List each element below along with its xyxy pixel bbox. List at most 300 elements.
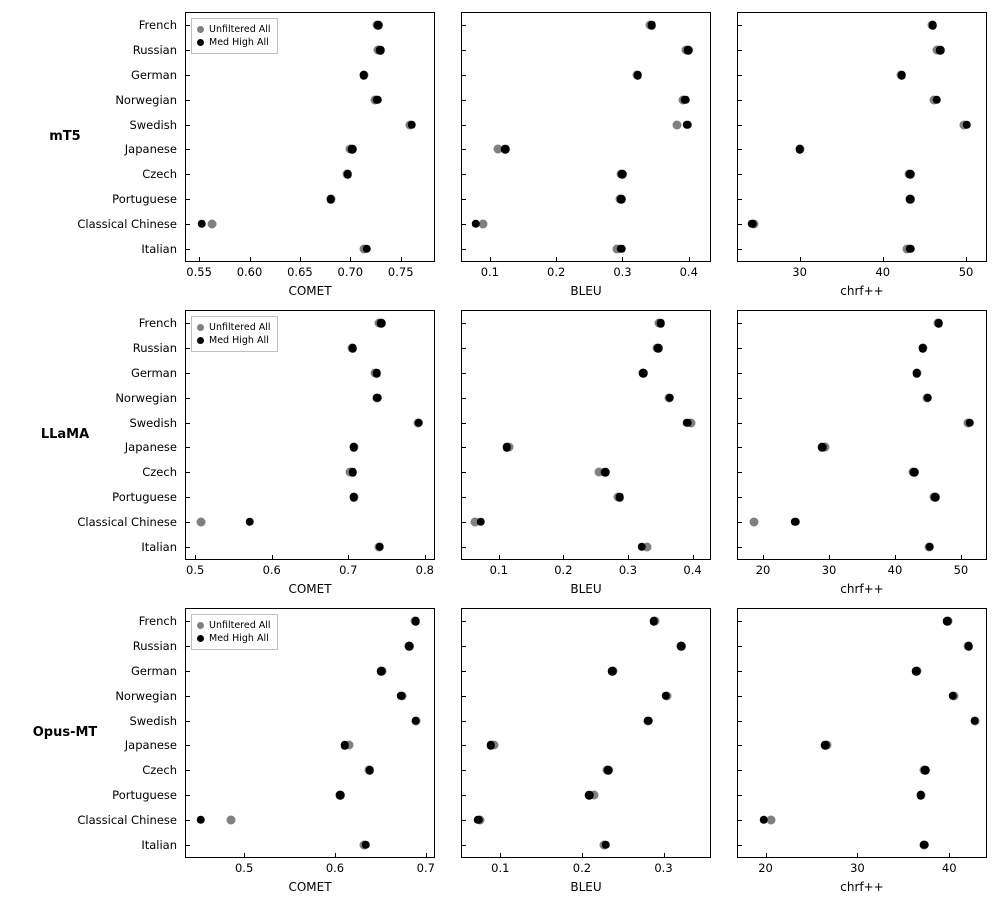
data-point-medhigh — [377, 667, 386, 676]
scatter-panel-llama-chrf- — [737, 310, 987, 560]
data-point-medhigh — [683, 120, 692, 129]
x-axis-tick-label: 50 — [958, 265, 974, 279]
x-tick-mark — [348, 555, 349, 559]
data-point-medhigh — [245, 518, 254, 527]
legend-swatch-medhigh-icon — [197, 337, 204, 344]
y-tick-mark — [738, 125, 742, 126]
y-tick-mark — [738, 50, 742, 51]
x-axis-title: chrf++ — [840, 582, 884, 596]
data-point-medhigh — [639, 369, 648, 378]
data-point-medhigh — [374, 21, 383, 30]
y-tick-mark — [738, 447, 742, 448]
data-point-medhigh — [502, 443, 511, 452]
y-tick-mark — [738, 373, 742, 374]
data-point-medhigh — [963, 120, 972, 129]
y-tick-mark — [462, 646, 466, 647]
y-axis-tick-label: Norwegian — [115, 390, 177, 405]
data-point-medhigh — [373, 96, 382, 105]
x-axis-tick-label: 30 — [850, 861, 865, 875]
y-tick-mark — [738, 845, 742, 846]
data-point-medhigh — [818, 443, 827, 452]
x-tick-mark — [664, 853, 665, 857]
scatter-panel-llama-bleu — [461, 310, 711, 560]
scatter-panel-llama-comet — [185, 310, 435, 560]
data-point-medhigh — [363, 244, 372, 253]
x-axis-tick-label: 30 — [792, 265, 807, 279]
legend-row — [197, 321, 271, 334]
y-tick-mark — [186, 149, 190, 150]
x-axis-tick-label: 0.1 — [480, 265, 499, 279]
data-point-medhigh — [684, 46, 693, 55]
x-tick-mark — [250, 257, 251, 261]
y-tick-mark — [186, 447, 190, 448]
y-tick-mark — [738, 149, 742, 150]
x-axis-title: COMET — [288, 284, 332, 298]
x-axis-tick-label: 0.7 — [416, 861, 435, 875]
y-tick-mark — [186, 174, 190, 175]
x-tick-mark — [628, 555, 629, 559]
data-point-medhigh — [196, 816, 205, 825]
x-tick-mark — [829, 555, 830, 559]
y-tick-mark — [738, 199, 742, 200]
x-axis-title: BLEU — [570, 284, 602, 298]
data-point-medhigh — [585, 791, 594, 800]
data-point-medhigh — [349, 468, 358, 477]
plot-area — [462, 609, 710, 857]
data-point-medhigh — [748, 220, 757, 229]
y-tick-mark — [186, 646, 190, 647]
y-axis-tick-label: Portuguese — [112, 490, 177, 504]
y-tick-mark — [186, 50, 190, 51]
y-tick-mark — [738, 174, 742, 175]
y-tick-mark — [738, 671, 742, 672]
x-tick-mark — [500, 853, 501, 857]
y-tick-mark — [186, 224, 190, 225]
y-tick-mark — [186, 795, 190, 796]
legend-label: Unfiltered All — [209, 620, 271, 631]
x-tick-mark — [582, 853, 583, 857]
legend — [191, 18, 278, 54]
data-point-medhigh — [965, 418, 974, 427]
data-point-medhigh — [928, 21, 937, 30]
y-tick-mark — [738, 621, 742, 622]
data-point-medhigh — [341, 741, 350, 750]
data-point-medhigh — [971, 716, 980, 725]
y-tick-mark — [738, 497, 742, 498]
plot-area — [738, 609, 986, 857]
data-point-medhigh — [677, 642, 686, 651]
y-tick-mark — [738, 423, 742, 424]
x-axis-tick-label: 0.4 — [679, 265, 698, 279]
x-axis-tick-label: 0.2 — [547, 265, 566, 279]
data-point-medhigh — [633, 71, 642, 80]
legend-row — [197, 36, 271, 49]
y-axis-tick-label: Norwegian — [115, 92, 177, 107]
x-tick-mark — [350, 257, 351, 261]
x-tick-mark — [300, 257, 301, 261]
data-point-medhigh — [601, 468, 610, 477]
y-tick-mark — [186, 100, 190, 101]
y-axis-tick-label: Norwegian — [115, 688, 177, 703]
y-axis-tick-label: Czech — [142, 763, 177, 778]
x-axis-tick-label: 30 — [821, 563, 837, 577]
y-axis-tick-label: Portuguese — [112, 192, 177, 206]
y-tick-mark — [462, 820, 466, 821]
x-tick-mark — [199, 257, 200, 261]
data-point-medhigh — [486, 741, 495, 750]
x-tick-mark — [966, 257, 967, 261]
data-point-medhigh — [365, 766, 374, 775]
y-axis-tick-label: Czech — [142, 167, 177, 182]
y-tick-mark — [462, 199, 466, 200]
data-point-medhigh — [898, 71, 907, 80]
y-tick-mark — [462, 75, 466, 76]
x-tick-mark — [689, 257, 690, 261]
y-tick-mark — [738, 348, 742, 349]
y-tick-mark — [186, 348, 190, 349]
legend-row — [197, 632, 271, 645]
x-axis-tick-label: 0.2 — [554, 563, 573, 577]
legend-label: Med High All — [209, 633, 269, 644]
y-tick-mark — [462, 398, 466, 399]
legend-label: Med High All — [209, 335, 269, 346]
y-axis-tick-label: Italian — [141, 837, 177, 852]
scatter-panel-opus-mt-comet — [185, 608, 435, 858]
data-point-medhigh — [637, 542, 646, 551]
y-tick-mark — [462, 770, 466, 771]
y-tick-mark — [738, 770, 742, 771]
data-point-medhigh — [795, 145, 804, 154]
data-point-medhigh — [821, 741, 830, 750]
data-point-medhigh — [414, 418, 423, 427]
x-tick-mark — [401, 257, 402, 261]
data-point-medhigh — [373, 394, 382, 403]
legend — [191, 316, 278, 352]
y-tick-mark — [462, 497, 466, 498]
y-axis-tick-label: Italian — [141, 539, 177, 554]
y-axis-tick-label: Russian — [132, 341, 177, 356]
x-axis-title: COMET — [288, 880, 332, 894]
x-tick-mark — [556, 257, 557, 261]
y-axis-tick-label: Classical Chinese — [77, 216, 177, 231]
x-tick-mark — [425, 555, 426, 559]
data-point-medhigh — [349, 344, 358, 353]
y-tick-mark — [738, 795, 742, 796]
y-axis-tick-label: Japanese — [124, 738, 177, 753]
y-tick-mark — [462, 696, 466, 697]
data-point-medhigh — [654, 344, 663, 353]
data-point-medhigh — [681, 96, 690, 105]
data-point-medhigh — [375, 542, 384, 551]
y-tick-mark — [462, 100, 466, 101]
data-point-medhigh — [362, 840, 371, 849]
data-point-medhigh — [910, 468, 919, 477]
data-point-medhigh — [197, 220, 206, 229]
legend-swatch-unfiltered-icon — [197, 324, 204, 331]
plot-area — [738, 13, 986, 261]
y-tick-mark — [462, 472, 466, 473]
y-tick-mark — [738, 75, 742, 76]
y-tick-mark — [186, 770, 190, 771]
data-point-medhigh — [964, 642, 973, 651]
data-point-medhigh — [377, 319, 386, 328]
y-axis-tick-label: Japanese — [124, 142, 177, 157]
x-tick-mark — [693, 555, 694, 559]
data-point-medhigh — [344, 170, 353, 179]
data-point-medhigh — [906, 195, 915, 204]
legend-swatch-medhigh-icon — [197, 635, 204, 642]
data-point-unfiltered — [672, 120, 681, 129]
data-point-medhigh — [501, 145, 510, 154]
data-point-medhigh — [943, 617, 952, 626]
x-tick-mark — [622, 257, 623, 261]
y-tick-mark — [186, 423, 190, 424]
data-point-medhigh — [649, 617, 658, 626]
data-point-medhigh — [360, 71, 369, 80]
x-tick-mark — [763, 555, 764, 559]
y-axis-tick-label: German — [130, 664, 177, 678]
data-point-unfiltered — [207, 219, 216, 228]
y-axis-tick-label: Russian — [132, 43, 177, 58]
data-point-medhigh — [912, 667, 921, 676]
x-axis-title: chrf++ — [840, 284, 884, 298]
y-tick-mark — [738, 522, 742, 523]
data-point-medhigh — [921, 766, 930, 775]
data-point-medhigh — [906, 170, 915, 179]
data-point-medhigh — [936, 46, 945, 55]
scatter-panel-mt5-comet — [185, 12, 435, 262]
data-point-medhigh — [618, 170, 627, 179]
y-tick-mark — [462, 845, 466, 846]
y-tick-mark — [462, 50, 466, 51]
x-axis-title: BLEU — [570, 582, 602, 596]
scatter-panel-mt5-chrf- — [737, 12, 987, 262]
row-label-llama: LLaMA — [40, 427, 90, 442]
y-tick-mark — [186, 671, 190, 672]
data-point-medhigh — [666, 394, 675, 403]
y-axis-tick-label: Czech — [142, 465, 177, 480]
data-point-medhigh — [604, 766, 613, 775]
data-point-medhigh — [601, 840, 610, 849]
y-axis-tick-label: Swedish — [129, 117, 177, 132]
data-point-medhigh — [906, 244, 915, 253]
y-tick-mark — [462, 224, 466, 225]
x-tick-mark — [335, 853, 336, 857]
legend-swatch-medhigh-icon — [197, 39, 204, 46]
x-axis-tick-label: 0.75 — [387, 265, 414, 279]
x-axis-tick-label: 0.1 — [489, 563, 508, 577]
y-tick-mark — [186, 25, 190, 26]
x-axis-tick-label: 40 — [875, 265, 891, 279]
x-tick-mark — [800, 257, 801, 261]
plot-area — [462, 13, 710, 261]
data-point-medhigh — [348, 145, 357, 154]
data-point-medhigh — [683, 418, 692, 427]
x-axis-title: BLEU — [570, 880, 602, 894]
y-tick-mark — [462, 447, 466, 448]
data-point-medhigh — [349, 443, 358, 452]
y-tick-mark — [462, 249, 466, 250]
data-point-medhigh — [662, 692, 671, 701]
x-axis-tick-label: 40 — [887, 563, 903, 577]
x-axis-tick-label: 0.5 — [234, 861, 254, 875]
y-tick-mark — [186, 497, 190, 498]
data-point-unfiltered — [227, 815, 236, 824]
y-axis-tick-label: Japanese — [124, 440, 177, 455]
y-tick-mark — [462, 522, 466, 523]
legend-row — [197, 23, 271, 36]
x-axis-tick-label: 0.4 — [683, 563, 702, 577]
y-tick-mark — [738, 249, 742, 250]
data-point-medhigh — [617, 195, 626, 204]
x-tick-mark — [949, 853, 950, 857]
y-tick-mark — [186, 721, 190, 722]
data-point-medhigh — [608, 667, 617, 676]
y-tick-mark — [186, 125, 190, 126]
plot-area — [186, 609, 434, 857]
y-tick-mark — [186, 745, 190, 746]
y-tick-mark — [462, 373, 466, 374]
y-tick-mark — [186, 398, 190, 399]
y-tick-mark — [462, 125, 466, 126]
x-axis-tick-label: 0.60 — [236, 265, 263, 279]
x-tick-mark — [895, 555, 896, 559]
data-point-medhigh — [476, 518, 485, 527]
y-tick-mark — [186, 472, 190, 473]
x-tick-mark — [499, 555, 500, 559]
data-point-medhigh — [472, 220, 481, 229]
legend-swatch-unfiltered-icon — [197, 622, 204, 629]
data-point-medhigh — [336, 791, 345, 800]
data-point-medhigh — [920, 840, 929, 849]
x-tick-mark — [490, 257, 491, 261]
y-axis-tick-label: German — [130, 366, 177, 380]
y-tick-mark — [462, 795, 466, 796]
data-point-medhigh — [326, 195, 335, 204]
y-tick-mark — [738, 25, 742, 26]
y-axis-tick-label: Russian — [132, 639, 177, 654]
x-axis-tick-label: 0.2 — [572, 861, 592, 875]
data-point-medhigh — [949, 692, 958, 701]
y-tick-mark — [462, 547, 466, 548]
data-point-medhigh — [912, 369, 921, 378]
legend-label: Med High All — [209, 37, 269, 48]
x-tick-mark — [766, 853, 767, 857]
data-point-medhigh — [924, 394, 933, 403]
y-tick-mark — [186, 249, 190, 250]
x-tick-mark — [563, 555, 564, 559]
legend-label: Unfiltered All — [209, 322, 271, 333]
data-point-medhigh — [926, 542, 935, 551]
legend-label: Unfiltered All — [209, 24, 271, 35]
y-tick-mark — [186, 199, 190, 200]
data-point-unfiltered — [197, 517, 206, 526]
data-point-medhigh — [918, 344, 927, 353]
y-tick-mark — [462, 621, 466, 622]
x-axis-tick-label: 0.5 — [186, 563, 205, 577]
x-axis-title: chrf++ — [840, 880, 884, 894]
y-tick-mark — [738, 100, 742, 101]
plot-area — [462, 311, 710, 559]
data-point-medhigh — [372, 369, 381, 378]
x-axis-title: COMET — [288, 582, 332, 596]
y-axis-tick-label: French — [138, 18, 177, 33]
data-point-medhigh — [474, 816, 483, 825]
y-tick-mark — [186, 522, 190, 523]
x-tick-mark — [195, 555, 196, 559]
y-tick-mark — [738, 745, 742, 746]
x-axis-tick-label: 0.6 — [262, 563, 281, 577]
y-tick-mark — [738, 224, 742, 225]
x-axis-tick-label: 50 — [953, 563, 969, 577]
x-axis-tick-label: 0.3 — [654, 861, 673, 875]
legend — [191, 614, 278, 650]
y-axis-tick-label: French — [138, 316, 177, 331]
row-label-opus-mt: Opus-MT — [32, 725, 98, 740]
y-tick-mark — [738, 820, 742, 821]
y-tick-mark — [738, 721, 742, 722]
plot-area — [186, 13, 434, 261]
legend-row — [197, 334, 271, 347]
plot-area — [738, 311, 986, 559]
y-tick-mark — [186, 696, 190, 697]
x-axis-tick-label: 0.65 — [287, 265, 313, 279]
data-point-medhigh — [933, 96, 942, 105]
scatter-panel-opus-mt-chrf- — [737, 608, 987, 858]
x-tick-mark — [272, 555, 273, 559]
y-tick-mark — [462, 348, 466, 349]
scatter-panel-opus-mt-bleu — [461, 608, 711, 858]
x-tick-mark — [426, 853, 427, 857]
x-axis-tick-label: 0.8 — [415, 563, 434, 577]
y-tick-mark — [186, 323, 190, 324]
y-tick-mark — [462, 174, 466, 175]
y-axis-tick-label: Swedish — [129, 415, 177, 430]
y-axis-tick-label: German — [130, 68, 177, 82]
data-point-medhigh — [917, 791, 926, 800]
y-tick-mark — [186, 621, 190, 622]
row-label-mt5: mT5 — [49, 129, 81, 144]
y-axis-tick-label: Swedish — [129, 713, 177, 728]
data-point-medhigh — [644, 716, 653, 725]
data-point-unfiltered — [749, 517, 758, 526]
y-tick-mark — [462, 149, 466, 150]
data-point-medhigh — [931, 493, 940, 502]
y-tick-mark — [186, 547, 190, 548]
plot-area — [186, 311, 434, 559]
y-tick-mark — [738, 547, 742, 548]
x-axis-tick-label: 40 — [941, 861, 957, 875]
data-point-medhigh — [408, 120, 417, 129]
data-point-medhigh — [759, 816, 768, 825]
x-tick-mark — [857, 853, 858, 857]
data-point-medhigh — [647, 21, 656, 30]
x-axis-tick-label: 0.3 — [613, 265, 632, 279]
y-tick-mark — [462, 721, 466, 722]
data-point-medhigh — [412, 716, 421, 725]
x-axis-tick-label: 0.1 — [491, 861, 510, 875]
y-axis-tick-label: French — [138, 614, 177, 629]
y-axis-tick-label: Italian — [141, 241, 177, 256]
x-axis-tick-label: 20 — [758, 861, 773, 875]
x-axis-tick-label: 0.55 — [186, 265, 212, 279]
x-tick-mark — [961, 555, 962, 559]
legend-swatch-unfiltered-icon — [197, 26, 204, 33]
data-point-medhigh — [934, 319, 943, 328]
data-point-medhigh — [615, 493, 624, 502]
data-point-medhigh — [412, 617, 421, 626]
y-axis-tick-label: Classical Chinese — [77, 514, 177, 529]
